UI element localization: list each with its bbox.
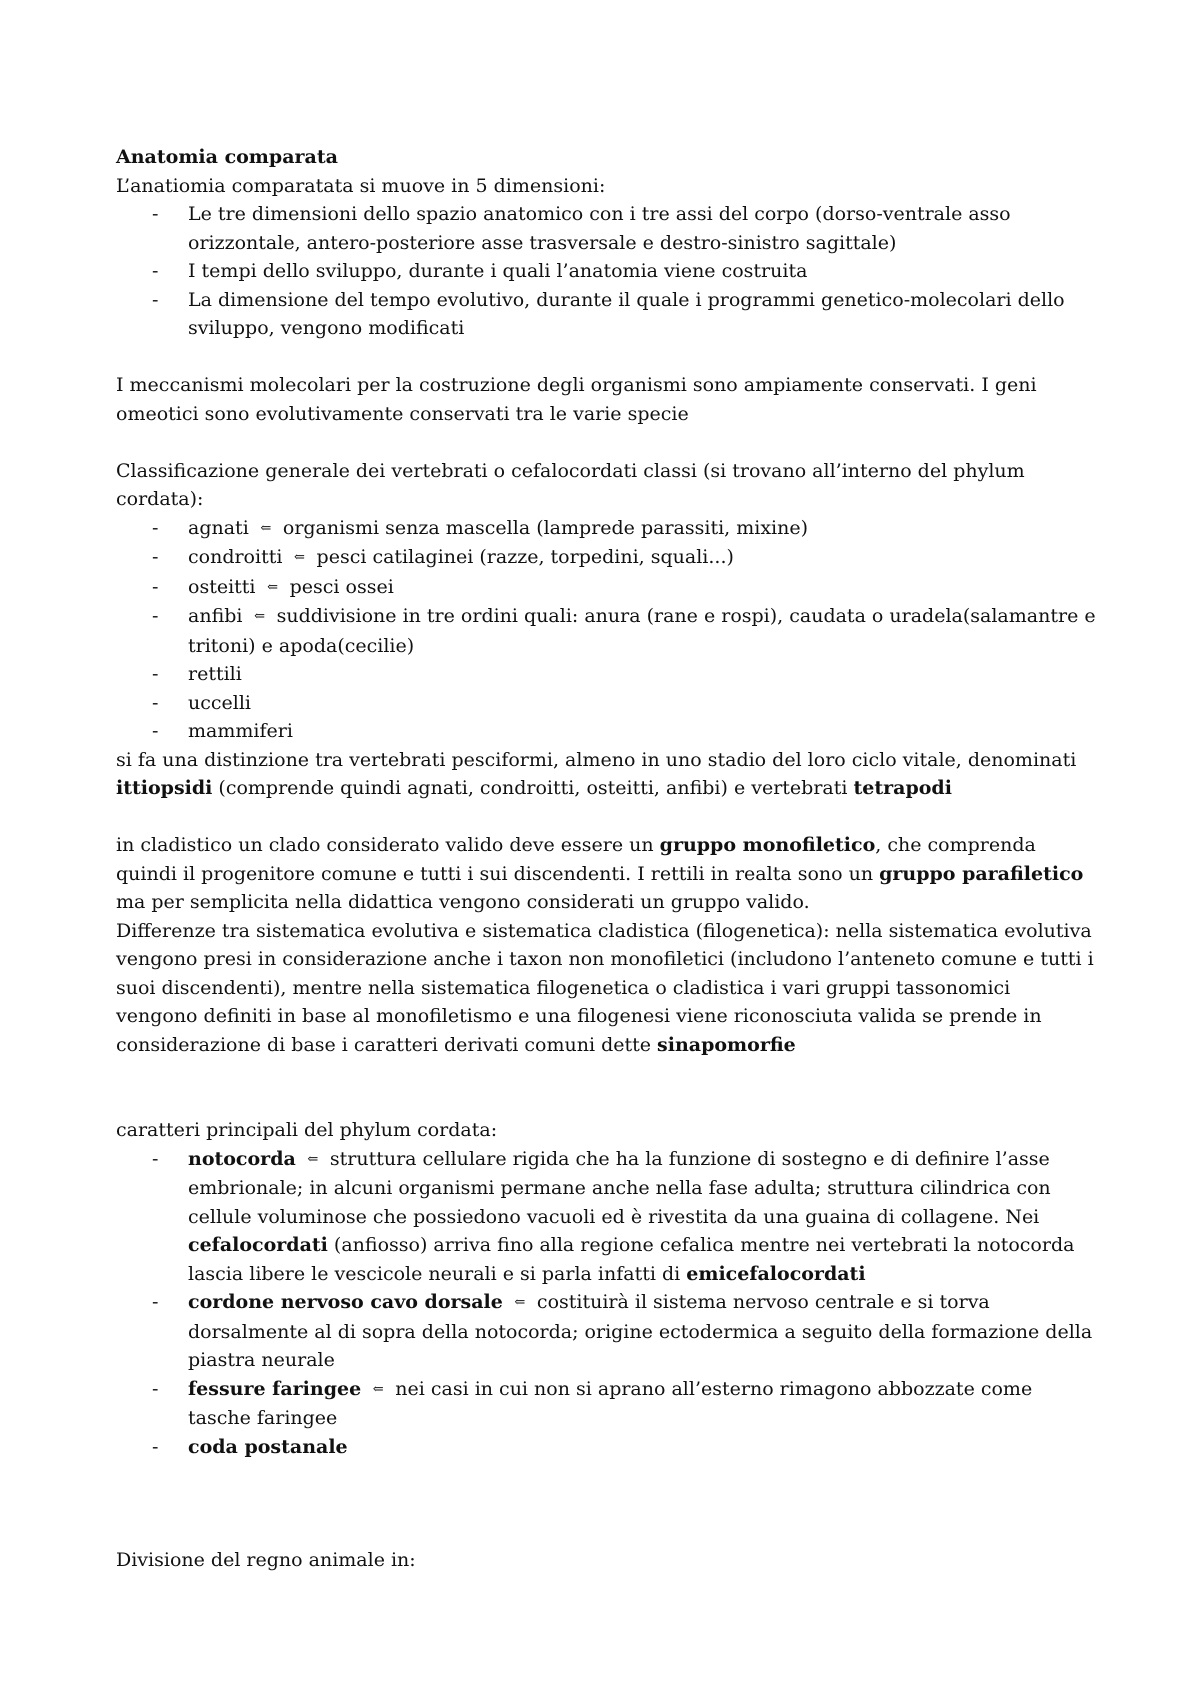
- list-item: [116, 514, 1096, 544]
- class-name: condroitti: [188, 546, 283, 568]
- term-emicefalocordati: emicefalocordati: [686, 1262, 866, 1285]
- arrow-left-icon: ⇐: [294, 550, 305, 565]
- arrow-left-icon: ⇐: [372, 1381, 384, 1397]
- arrow-left-icon: ⇐: [260, 520, 272, 536]
- molecular-paragraph: I meccanismi molecolari per la costruzione degli organismi sono ampiamente conservati. I geni omeotici sono evolutivamente conservati tra le varie specie: [116, 374, 1037, 425]
- arrow-left-icon: ⇐: [307, 1151, 319, 1167]
- class-name: osteitti: [188, 575, 256, 598]
- list-item: [116, 543, 1096, 573]
- term-sinapomorfie: sinapomorfie: [657, 1033, 796, 1056]
- feature-name: fessure faringee: [188, 1377, 362, 1400]
- class-desc: pesci ossei: [289, 575, 394, 598]
- cladistics-paragraph: in cladistico un clado considerato valido deve essere un gruppo monofiletico, che comprenda quindi il progenitore comune e tutti i sui discendenti. I rettili in realta sono un gruppo parafiletico ma per semplicita nella didattica vengono considerati un gruppo valido.: [116, 834, 1084, 913]
- feature-name: cordone nervoso cavo dorsale: [188, 1291, 503, 1313]
- list-item: - mammiferi: [116, 717, 1096, 746]
- list-item: - La dimensione del tempo evolutivo, durante il quale i programmi genetico-molecolari dello sviluppo, vengono modificati: [116, 286, 1096, 343]
- class-desc: suddivisione in tre ordini quali: anura (rane e rospi), caudata o uradela(salamantre e tritoni) e apoda(cecilie): [188, 605, 1096, 657]
- arrow-left-icon: ⇐: [254, 609, 265, 624]
- list-item: - notocorda ⇐ struttura cellulare rigida che ha la funzione di sostegno e di definire l’asse embrionale; in alcuni organismi permane anche nella fase adulta; struttura cilindrica con cellule voluminose che possiedono vacuoli ed è rivestita da una guaina di collagene. Nei cefalocordati (anfiosso) arriva fino alla regione cefalica mentre nei vertebrati la notocorda lascia libere le vescicole neurali e si parla infatti di emicefalocordati: [116, 1145, 1096, 1289]
- list-item: [116, 573, 1096, 603]
- list-item: - cordone nervoso cavo dorsale ⇐ costituirà il sistema nervoso centrale e si torva dorsalmente al di sopra della notocorda; origine ectodermica a seguito della formazione della piastra neurale: [116, 1288, 1096, 1375]
- list-item: - fessure faringee ⇐ nei casi in cui non si aprano all’esterno rimagono abbozzate come tasche faringee: [116, 1375, 1096, 1433]
- list-item: - rettili: [116, 660, 1096, 689]
- intro-text: L’anatiomia comparatata si muove in 5 dimensioni:: [116, 174, 606, 197]
- page-title: Anatomia comparata: [116, 146, 338, 168]
- features-intro: caratteri principali del phylum cordata:: [116, 1119, 498, 1141]
- list-item: - Le tre dimensioni dello spazio anatomico con i tre assi del corpo (dorso-ventrale asso orizzontale, antero-posteriore asse trasversale e destro-sinistro sagittale): [116, 200, 1096, 257]
- classes-list: [116, 514, 1096, 746]
- feature-name: coda postanale: [188, 1435, 348, 1458]
- class-desc: pesci catilaginei (razze, torpedini, squali...): [316, 546, 734, 568]
- list-item: - uccelli: [116, 689, 1096, 718]
- term-cefalocordati: cefalocordati: [188, 1234, 328, 1256]
- feature-name: notocorda: [188, 1147, 296, 1170]
- distinction-paragraph: si fa una distinzione tra vertebrati pesciformi, almeno in uno stadio del loro ciclo vitale, denominati ittiopsidi (comprende quindi agnati, condroitti, osteitti, anfibi) e vertebrati tetrapodi: [116, 748, 1077, 799]
- term-monofiletico: gruppo monofiletico: [659, 834, 876, 856]
- term-ittiopsidi: ittiopsidi: [116, 777, 213, 799]
- list-item: [116, 1433, 1096, 1462]
- arrow-left-icon: ⇐: [514, 1295, 526, 1310]
- classification-intro: Classificazione generale dei vertebrati o cefalocordati classi (si trovano all’interno del phylum cordata):: [116, 459, 1025, 510]
- class-desc: organismi senza mascella (lamprede parassiti, mixine): [282, 516, 809, 539]
- list-item: - I tempi dello sviluppo, durante i quali l’anatomia viene costruita: [116, 257, 1096, 286]
- term-tetrapodi: tetrapodi: [853, 777, 952, 799]
- class-name: agnati: [188, 516, 249, 539]
- dimensions-list: [116, 200, 1096, 343]
- arrow-left-icon: ⇐: [267, 579, 278, 595]
- list-item: [116, 602, 1096, 660]
- features-list: [116, 1145, 1096, 1462]
- term-parafiletico: gruppo parafiletico: [879, 862, 1084, 885]
- differences-paragraph: Differenze tra sistematica evolutiva e sistematica cladistica (filogenetica): nella sistematica evolutiva vengono presi in considerazione anche i taxon non monofiletici (includono l’anteneto comune e tutti i suoi discendenti), mentre nella sistematica filogenetica o cladistica i vari gruppi tassonomici vengono definiti in base al monofiletismo e una filogenesi viene riconosciuta valida se prende in considerazione di base i caratteri derivati comuni dette sinapomorfie: [116, 919, 1094, 1056]
- division-text: Divisione del regno animale in:: [116, 1549, 416, 1571]
- document-body: [116, 143, 1096, 1575]
- class-name: anfibi: [188, 605, 243, 627]
